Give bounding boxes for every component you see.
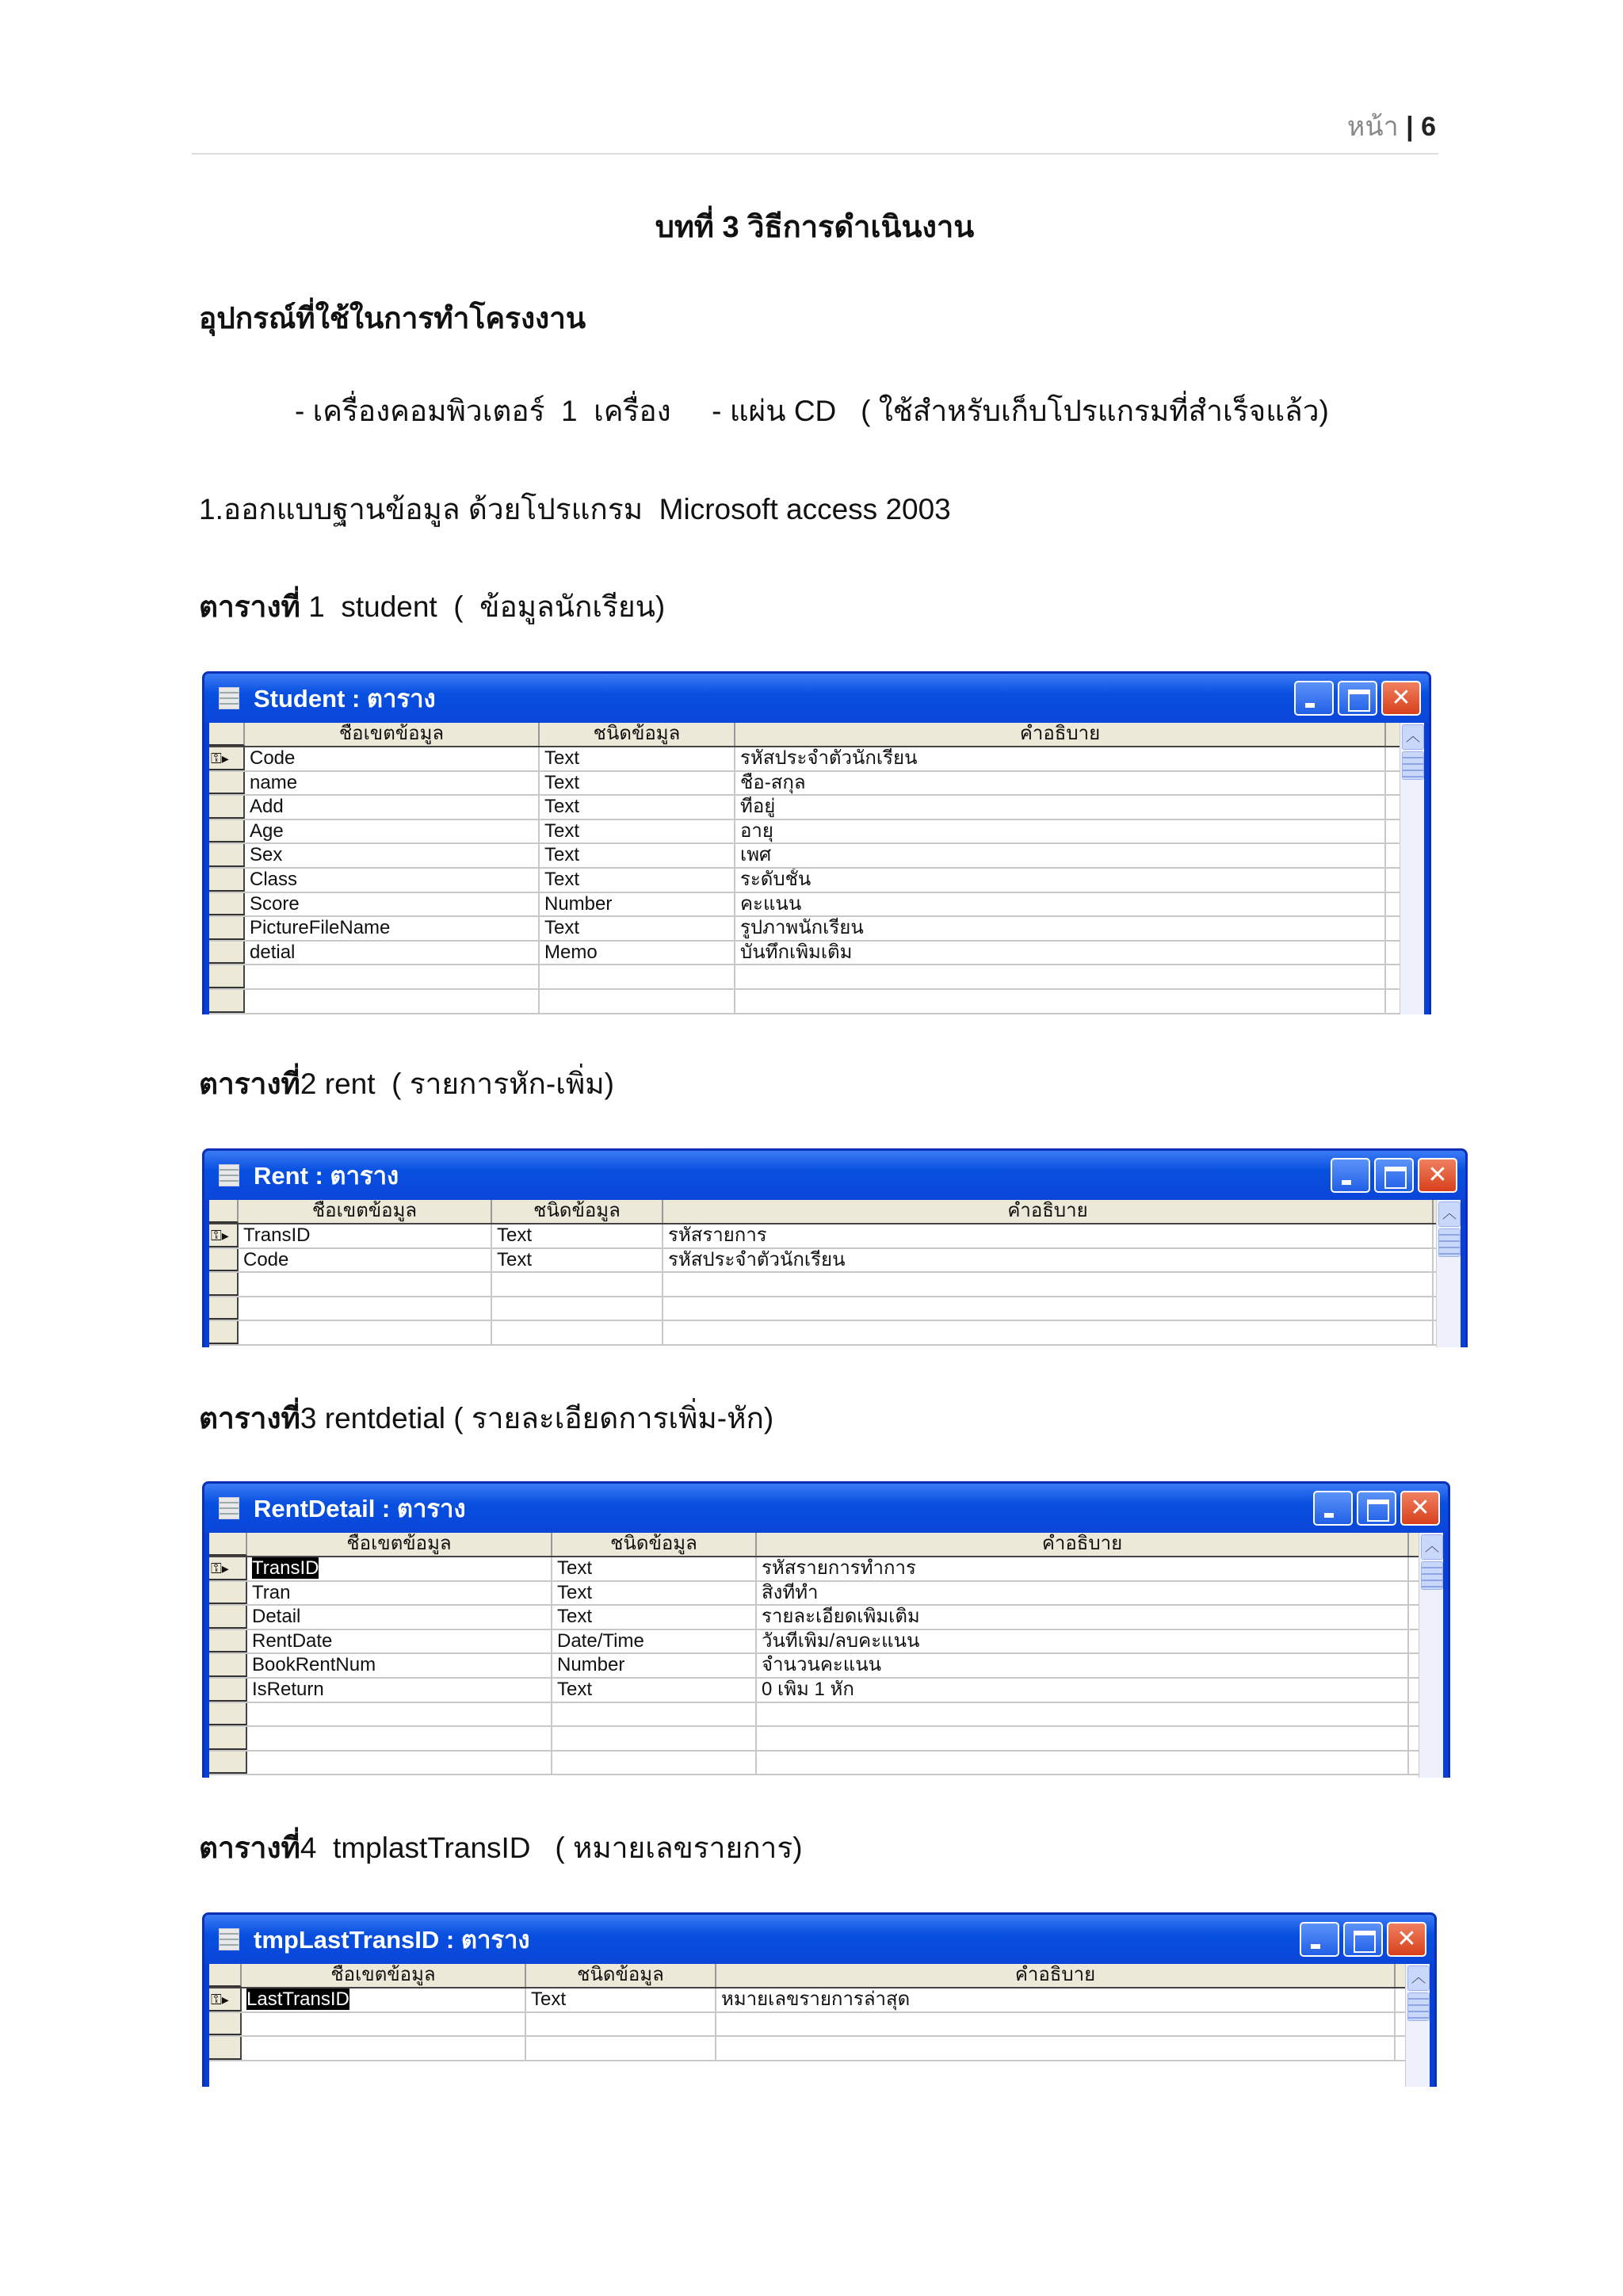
cell-value: Text (557, 1557, 593, 1579)
field-row[interactable] (209, 942, 1400, 966)
field-name-cell[interactable] (245, 917, 540, 940)
data-type-cell[interactable] (540, 965, 735, 988)
empty-row[interactable] (209, 1727, 1419, 1752)
table-icon (219, 687, 239, 709)
row-selector[interactable] (209, 772, 245, 795)
row-selector[interactable] (209, 1249, 239, 1272)
cell-value: ระดับชั้น (740, 868, 812, 890)
column-header[interactable]: ชนิดข้อมูล (552, 1533, 757, 1556)
row-selector-header (209, 723, 245, 746)
header-row (209, 1200, 1436, 1224)
field-name-cell[interactable] (239, 1224, 492, 1247)
cell-value: RentDate (252, 1629, 333, 1652)
design-grid (209, 1200, 1461, 1347)
row-selector[interactable] (209, 917, 245, 940)
field-row[interactable] (209, 772, 1400, 797)
table-icon (219, 1164, 239, 1186)
data-type-cell[interactable] (540, 917, 735, 940)
row-selector[interactable] (209, 844, 245, 867)
field-row[interactable] (209, 820, 1400, 845)
cell-value: Number (544, 892, 613, 915)
caption-text: 2 rent ( รายการหัก-เพิ่ม) (300, 1068, 614, 1100)
empty-row[interactable] (209, 1273, 1436, 1297)
field-row[interactable] (209, 1249, 1436, 1274)
caption-1 (199, 583, 665, 630)
rentdetail-table-window (202, 1481, 1450, 1778)
window-title: Rent : ตาราง (254, 1162, 399, 1190)
description-cell[interactable] (735, 844, 1386, 867)
field-name-cell[interactable] (247, 1630, 552, 1653)
step-1: 1.ออกแบบฐานข้อมูล ด้วยโปรแกรม Microsoft access 2003 (199, 493, 951, 525)
row-selector[interactable] (209, 2013, 242, 2036)
field-name-cell[interactable] (242, 2037, 526, 2060)
cell-value: BookRentNum (252, 1654, 376, 1676)
description-cell[interactable] (735, 820, 1386, 843)
caption-label: ตารางที่ (199, 1402, 300, 1435)
row-selector[interactable] (209, 942, 245, 965)
column-header[interactable]: คำอธิบาย (663, 1200, 1434, 1223)
field-row[interactable] (209, 917, 1400, 942)
description-cell[interactable] (663, 1249, 1434, 1272)
scroll-thumb[interactable] (1402, 751, 1424, 780)
scroll-up-icon[interactable]: ︿ (1421, 1534, 1443, 1560)
empty-row[interactable] (209, 990, 1400, 1014)
column-header[interactable]: คำอธิบาย (716, 1964, 1396, 1987)
description-cell[interactable] (757, 1582, 1409, 1605)
row-selector[interactable] (209, 820, 245, 843)
field-row[interactable] (209, 1557, 1419, 1582)
cell-value: Text (544, 771, 580, 793)
scroll-up-icon[interactable]: ︿ (1438, 1201, 1461, 1227)
cell-value: จำนวนคะแนน (762, 1654, 882, 1676)
caption-label: ตารางที่ (199, 590, 300, 623)
field-name-cell[interactable] (245, 965, 540, 988)
description-cell[interactable] (716, 2037, 1396, 2060)
close-button[interactable] (1387, 1922, 1426, 1957)
field-row[interactable] (209, 869, 1400, 893)
column-header[interactable]: ชนิดข้อมูล (526, 1964, 716, 1987)
page-number (1347, 105, 1436, 147)
cell-value: Text (557, 1678, 593, 1700)
cell-value: Text (557, 1581, 593, 1603)
description-cell[interactable] (663, 1297, 1434, 1320)
data-type-cell[interactable] (492, 1273, 663, 1296)
field-name-cell[interactable] (239, 1273, 492, 1296)
cell-value: LastTransID (246, 1988, 349, 2010)
description-cell[interactable] (757, 1654, 1409, 1677)
row-selector[interactable] (209, 893, 245, 916)
scroll-up-icon[interactable]: ︿ (1402, 724, 1424, 750)
field-row[interactable] (209, 893, 1400, 918)
cell-value: หมายเลขรายการล่าสุด (721, 1988, 911, 2010)
row-selector[interactable] (209, 1606, 247, 1629)
cell-value: Age (250, 819, 284, 842)
field-name-cell[interactable] (245, 893, 540, 916)
column-header[interactable]: ชื่อเขตข้อมูล (245, 723, 540, 746)
field-name-cell[interactable] (247, 1727, 552, 1750)
data-type-cell[interactable] (552, 1679, 757, 1702)
table-icon (219, 1928, 239, 1950)
page-number-value: | 6 (1406, 112, 1436, 142)
description-cell[interactable] (757, 1752, 1409, 1775)
cell-value: Text (544, 844, 580, 866)
cell-value: Text (544, 819, 580, 842)
data-type-cell[interactable] (492, 1224, 663, 1247)
data-type-cell[interactable] (552, 1582, 757, 1605)
maximize-button[interactable] (1338, 681, 1377, 716)
cell-value: Class (250, 868, 298, 890)
data-type-cell[interactable] (540, 869, 735, 892)
scroll-thumb[interactable] (1438, 1228, 1461, 1257)
window-title-bar[interactable] (204, 1484, 1448, 1533)
row-selector[interactable] (209, 1679, 247, 1702)
column-header[interactable]: ชนิดข้อมูล (540, 723, 735, 746)
field-row[interactable] (209, 1582, 1419, 1606)
data-type-cell[interactable] (552, 1654, 757, 1677)
window-title: RentDetail : ตาราง (254, 1495, 466, 1522)
primary-key-icon[interactable]: ⚿▸ (209, 747, 245, 770)
cell-value: ที่อยู่ (740, 796, 776, 818)
caption-text: 4 tmplastTransID ( หมายเลขรายการ) (300, 1832, 803, 1864)
cell-value: Code (250, 747, 296, 769)
field-name-cell[interactable] (239, 1297, 492, 1320)
field-row[interactable] (209, 1679, 1419, 1703)
cell-value: 0 เพิ่ม 1 หัก (762, 1678, 854, 1700)
row-selector[interactable] (209, 1273, 239, 1296)
field-name-cell[interactable] (242, 2013, 526, 2036)
row-selector[interactable] (209, 1630, 247, 1653)
field-name-cell[interactable] (242, 1988, 526, 2011)
minimize-button[interactable] (1331, 1158, 1370, 1193)
data-type-cell[interactable] (552, 1606, 757, 1629)
vertical-scrollbar[interactable] (1419, 1533, 1443, 1778)
scroll-up-icon[interactable]: ︿ (1407, 1966, 1430, 1991)
description-cell[interactable] (735, 869, 1386, 892)
minimize-button[interactable] (1313, 1491, 1353, 1526)
field-row[interactable] (209, 1988, 1405, 2013)
page-label: หน้า (1346, 112, 1407, 142)
header-divider (192, 153, 1438, 155)
field-name-cell[interactable] (245, 772, 540, 795)
window-title-bar[interactable] (204, 1151, 1465, 1200)
row-selector[interactable] (209, 990, 245, 1013)
cell-value: คะแนน (740, 892, 802, 915)
vertical-scrollbar[interactable] (1436, 1200, 1461, 1347)
maximize-button[interactable] (1374, 1158, 1414, 1193)
description-cell[interactable] (735, 965, 1386, 988)
empty-row[interactable] (209, 2013, 1405, 2038)
cell-value: Text (544, 868, 580, 890)
field-name-cell[interactable] (247, 1679, 552, 1702)
data-type-cell[interactable] (492, 1321, 663, 1344)
row-selector[interactable] (209, 796, 245, 819)
cell-value: Text (544, 747, 580, 769)
data-type-cell[interactable] (540, 820, 735, 843)
cell-value: PictureFileName (250, 917, 391, 939)
row-selector[interactable] (209, 1297, 239, 1320)
cell-value: TransID (252, 1557, 319, 1579)
cell-value: Text (531, 1988, 567, 2010)
field-row[interactable] (209, 747, 1400, 772)
description-cell[interactable] (757, 1557, 1409, 1580)
table-icon (219, 1497, 239, 1519)
cell-value: รายละเอียดเพิ่มเติม (762, 1606, 920, 1628)
description-cell[interactable] (716, 1988, 1396, 2011)
caption-2 (199, 1060, 614, 1107)
maximize-button[interactable] (1357, 1491, 1396, 1526)
cell-value: Add (250, 796, 284, 818)
cell-value: IsReturn (252, 1678, 324, 1700)
field-name-cell[interactable] (247, 1557, 552, 1580)
row-selector-header (209, 1533, 247, 1556)
cell-value: Tran (252, 1581, 291, 1603)
student-table-window (202, 671, 1431, 1014)
row-selector[interactable] (209, 1727, 247, 1750)
cell-value: Sex (250, 844, 283, 866)
cell-value: รหัสประจำตัวนักเรียน (668, 1248, 846, 1270)
data-type-cell[interactable] (540, 747, 735, 770)
close-button[interactable] (1418, 1158, 1457, 1193)
row-selector[interactable] (209, 1752, 247, 1775)
description-cell[interactable] (735, 796, 1386, 819)
cell-value: Detail (252, 1606, 301, 1628)
cell-value: TransID (243, 1224, 311, 1246)
row-selector-header (209, 1964, 242, 1987)
field-name-cell[interactable] (245, 796, 540, 819)
window-title: tmpLastTransID : ตาราง (254, 1926, 530, 1954)
cell-value: เพศ (740, 844, 772, 866)
design-grid (209, 1533, 1443, 1778)
column-header[interactable]: คำอธิบาย (757, 1533, 1409, 1556)
data-type-cell[interactable] (540, 893, 735, 916)
window-title-bar[interactable] (204, 674, 1429, 723)
data-type-cell[interactable] (492, 1297, 663, 1320)
data-type-cell[interactable] (552, 1630, 757, 1653)
field-name-cell[interactable] (247, 1654, 552, 1677)
caption-text: 1 student ( ข้อมูลนักเรียน) (300, 590, 666, 623)
field-name-cell[interactable] (247, 1703, 552, 1726)
data-type-cell[interactable] (526, 2013, 716, 2036)
cell-value: Date/Time (557, 1629, 644, 1652)
empty-row[interactable] (209, 1321, 1436, 1346)
equipment-line: - เครื่องคอมพิวเตอร์ 1 เครื่อง - แผ่น CD ( ใช้สำหรับเก็บโปรแกรมที่สำเร็จแล้ว) (295, 395, 1329, 427)
column-header[interactable]: ชื่อเขตข้อมูล (239, 1200, 492, 1223)
field-name-cell[interactable] (247, 1606, 552, 1629)
cell-value: Number (557, 1654, 625, 1676)
row-selector[interactable] (209, 1654, 247, 1677)
close-button[interactable] (1400, 1491, 1440, 1526)
description-cell[interactable] (757, 1727, 1409, 1750)
caption-3 (199, 1395, 773, 1442)
field-name-cell[interactable] (245, 869, 540, 892)
cell-value: Code (243, 1248, 289, 1270)
cell-value: อายุ (740, 819, 773, 842)
field-row[interactable] (209, 796, 1400, 820)
maximize-button[interactable] (1343, 1922, 1383, 1957)
field-name-cell[interactable] (245, 844, 540, 867)
row-selector[interactable] (209, 965, 245, 988)
window-title-bar[interactable] (204, 1915, 1434, 1964)
minimize-button[interactable] (1294, 681, 1334, 716)
cell-value: Score (250, 892, 300, 915)
row-selector[interactable] (209, 869, 245, 892)
description-cell[interactable] (757, 1606, 1409, 1629)
caption-label: ตารางที่ (199, 1068, 300, 1100)
row-selector[interactable] (209, 2037, 242, 2060)
description-cell[interactable] (735, 917, 1386, 940)
row-selector[interactable] (209, 1703, 247, 1726)
data-type-cell[interactable] (526, 2037, 716, 2060)
primary-key-icon[interactable]: ⚿▸ (209, 1224, 239, 1247)
empty-row[interactable] (209, 1752, 1419, 1776)
data-type-cell[interactable] (552, 1727, 757, 1750)
primary-key-icon[interactable]: ⚿▸ (209, 1557, 247, 1580)
description-cell[interactable] (757, 1703, 1409, 1726)
vertical-scrollbar[interactable] (1400, 723, 1424, 1014)
empty-row[interactable] (209, 1297, 1436, 1322)
tmplasttransid-table-window (202, 1912, 1437, 2087)
field-row[interactable] (209, 1630, 1419, 1655)
cell-value: วันที่เพิ่ม/ลบคะแนน (762, 1629, 920, 1652)
field-name-cell[interactable] (245, 820, 540, 843)
data-type-cell[interactable] (552, 1557, 757, 1580)
cell-value: Text (497, 1248, 533, 1270)
description-cell[interactable] (757, 1679, 1409, 1702)
data-type-cell[interactable] (540, 942, 735, 965)
design-grid (209, 723, 1424, 1014)
chapter-title: บทที่ 3 วิธีการดำเนินงาน (655, 211, 975, 244)
column-header[interactable]: คำอธิบาย (735, 723, 1386, 746)
cell-value: name (250, 771, 298, 793)
field-name-cell[interactable] (245, 747, 540, 770)
primary-key-icon[interactable]: ⚿▸ (209, 1988, 242, 2011)
cell-value: Text (544, 917, 580, 939)
field-name-cell[interactable] (239, 1321, 492, 1344)
scroll-thumb[interactable] (1407, 1992, 1430, 2021)
cell-value: ชื่อ-สกุล (740, 771, 806, 793)
equipment-heading: อุปกรณ์ที่ใช้ในการทำโครงงาน (199, 302, 586, 334)
cell-value: บันทึกเพิ่มเติม (740, 941, 853, 963)
empty-row[interactable] (209, 2037, 1405, 2061)
data-type-cell[interactable] (492, 1249, 663, 1272)
empty-row[interactable] (209, 965, 1400, 990)
field-name-cell[interactable] (239, 1249, 492, 1272)
data-type-cell[interactable] (526, 1988, 716, 2011)
header-row (209, 1964, 1405, 1988)
column-header[interactable]: ชื่อเขตข้อมูล (242, 1964, 526, 1987)
minimize-button[interactable] (1300, 1922, 1339, 1957)
caption-text: 3 rentdetial ( รายละเอียดการเพิ่ม-หัก) (300, 1402, 774, 1435)
field-row[interactable] (209, 844, 1400, 869)
data-type-cell[interactable] (540, 796, 735, 819)
description-cell[interactable] (735, 893, 1386, 916)
data-type-cell[interactable] (540, 772, 735, 795)
description-cell[interactable] (735, 747, 1386, 770)
data-type-cell[interactable] (552, 1752, 757, 1775)
cell-value: รหัสรายการทำการ (762, 1557, 916, 1579)
row-selector[interactable] (209, 1582, 247, 1605)
design-grid (209, 1964, 1430, 2087)
description-cell[interactable] (663, 1224, 1434, 1247)
cell-value: รหัสประจำตัวนักเรียน (740, 747, 918, 769)
cell-value: Text (557, 1606, 593, 1628)
empty-row[interactable] (209, 1703, 1419, 1728)
cell-value: สิ่งที่ทำ (762, 1581, 819, 1603)
description-cell[interactable] (663, 1321, 1434, 1344)
description-cell[interactable] (716, 2013, 1396, 2036)
field-name-cell[interactable] (247, 1752, 552, 1775)
cell-value: detial (250, 941, 296, 963)
window-title: Student : ตาราง (254, 685, 436, 712)
row-selector-header (209, 1200, 239, 1223)
description-cell[interactable] (735, 942, 1386, 965)
field-name-cell[interactable] (245, 942, 540, 965)
cell-value: Text (544, 796, 580, 818)
vertical-scrollbar[interactable] (1405, 1964, 1430, 2087)
data-type-cell[interactable] (540, 990, 735, 1013)
cell-value: รูปภาพนักเรียน (740, 917, 864, 939)
data-type-cell[interactable] (552, 1703, 757, 1726)
close-button[interactable] (1381, 681, 1421, 716)
cell-value: Memo (544, 941, 598, 963)
field-name-cell[interactable] (247, 1582, 552, 1605)
column-header[interactable]: ชื่อเขตข้อมูล (247, 1533, 552, 1556)
description-cell[interactable] (735, 990, 1386, 1013)
scroll-thumb[interactable] (1421, 1561, 1443, 1590)
description-cell[interactable] (757, 1630, 1409, 1653)
description-cell[interactable] (663, 1273, 1434, 1296)
cell-value: Text (497, 1224, 533, 1246)
header-row (209, 723, 1400, 747)
field-row[interactable] (209, 1606, 1419, 1630)
field-name-cell[interactable] (245, 990, 540, 1013)
row-selector[interactable] (209, 1321, 239, 1344)
field-row[interactable] (209, 1224, 1436, 1249)
rent-table-window (202, 1148, 1468, 1347)
header-row (209, 1533, 1419, 1557)
caption-label: ตารางที่ (199, 1832, 300, 1864)
cell-value: รหัสรายการ (668, 1224, 767, 1246)
data-type-cell[interactable] (540, 844, 735, 867)
caption-4 (199, 1824, 803, 1871)
field-row[interactable] (209, 1654, 1419, 1679)
column-header[interactable]: ชนิดข้อมูล (492, 1200, 663, 1223)
description-cell[interactable] (735, 772, 1386, 795)
